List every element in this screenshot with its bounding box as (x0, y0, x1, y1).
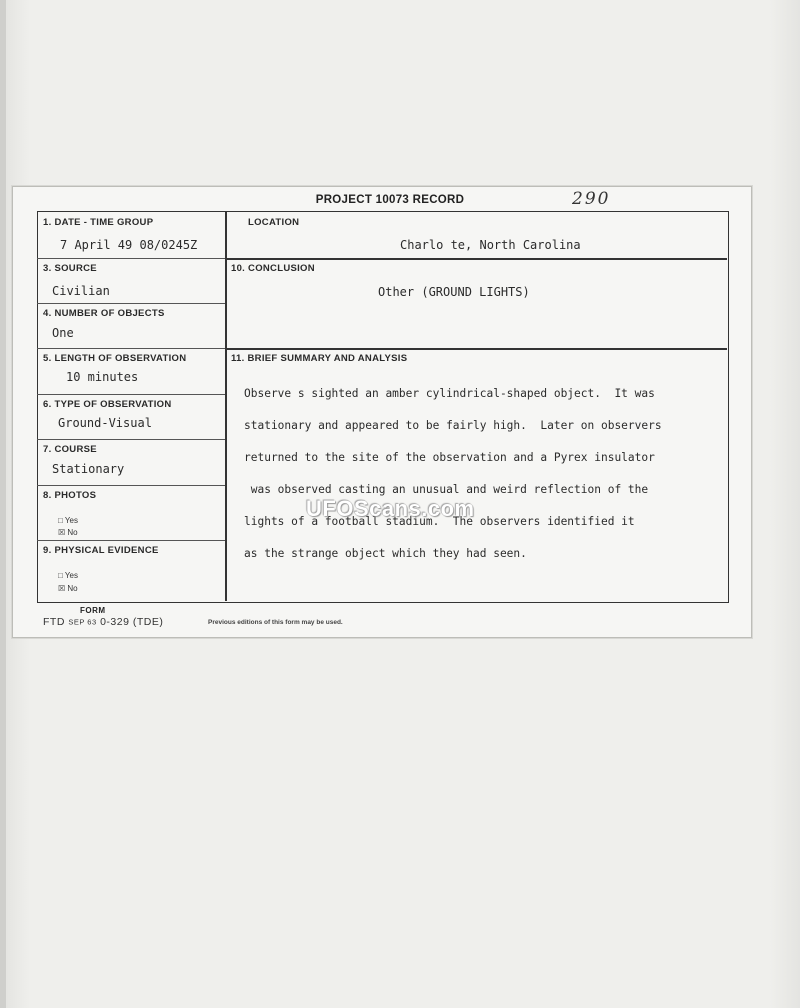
location-label: LOCATION (248, 217, 300, 228)
photos-no-label: No (67, 528, 78, 537)
date-time-label: 1. DATE - TIME GROUP (43, 217, 154, 228)
summary-line: as the strange object which they had seen. (244, 547, 527, 560)
photos-yes-option (58, 516, 78, 525)
checked-box-icon: ☒ (58, 584, 66, 593)
row-divider (37, 394, 225, 395)
summary-label: 11. BRIEF SUMMARY AND ANALYSIS (231, 353, 408, 364)
unchecked-box-icon: □ (58, 516, 63, 525)
summary-line: lights of a football stadium. The observers identified it (244, 515, 635, 528)
row-divider (226, 258, 727, 260)
footer-date: SEP 63 (68, 617, 97, 627)
evidence-yes-option (58, 571, 78, 580)
record-title: PROJECT 10073 RECORD (315, 194, 465, 206)
unchecked-box-icon: □ (58, 571, 63, 580)
photos-yes-label: Yes (64, 516, 78, 525)
evidence-no-option (58, 584, 78, 593)
date-time-value: 7 April 49 08/0245Z (60, 238, 198, 252)
conclusion-label: 10. CONCLUSION (231, 263, 315, 274)
row-divider (37, 303, 225, 304)
footer-form-id (43, 616, 163, 628)
summary-line: Observe s sighted an amber cylindrical-shaped object. It was (244, 387, 655, 400)
evidence-no-label: No (67, 584, 78, 593)
physical-evidence-label: 9. PHYSICAL EVIDENCE (43, 545, 159, 556)
summary-line: stationary and appeared to be fairly high. Later on observers (244, 419, 662, 432)
handwritten-number: 290 (572, 189, 611, 209)
length-of-observation-label: 5. LENGTH OF OBSERVATION (43, 353, 187, 364)
footer-form-word: FORM (80, 606, 106, 615)
course-label: 7. COURSE (43, 444, 97, 455)
row-divider (37, 258, 225, 259)
footer-ftd: FTD (43, 616, 65, 628)
checked-box-icon: ☒ (58, 528, 66, 537)
row-divider (37, 485, 225, 486)
type-of-observation-label: 6. TYPE OF OBSERVATION (43, 399, 172, 410)
photos-no-option (58, 528, 78, 537)
watermark: UFOScans.com (306, 496, 475, 521)
evidence-yes-label: Yes (64, 571, 78, 580)
type-of-observation-value: Ground-Visual (58, 416, 152, 430)
conclusion-value: Other (GROUND LIGHTS) (378, 285, 530, 299)
scan-edge (0, 0, 6, 1008)
row-divider (37, 540, 225, 541)
row-divider (37, 439, 225, 440)
source-value: Civilian (52, 284, 110, 298)
source-label: 3. SOURCE (43, 263, 97, 274)
course-value: Stationary (52, 462, 125, 476)
location-value: Charlo te, North Carolina (400, 238, 581, 252)
photos-label: 8. PHOTOS (43, 490, 97, 501)
row-divider (226, 348, 727, 350)
row-divider (37, 348, 225, 349)
length-of-observation-value: 10 minutes (66, 370, 139, 384)
summary-text (244, 370, 724, 578)
number-of-objects-label: 4. NUMBER OF OBJECTS (43, 308, 165, 319)
number-of-objects-value: One (52, 326, 74, 340)
footer-note: Previous editions of this form may be used. (208, 619, 343, 626)
column-divider (225, 211, 227, 601)
summary-line: was observed casting an unusual and weird reflection of the (244, 483, 649, 496)
footer-form-number: 0-329 (TDE) (100, 616, 164, 628)
summary-line: returned to the site of the observation and a Pyrex insulator (244, 451, 655, 464)
